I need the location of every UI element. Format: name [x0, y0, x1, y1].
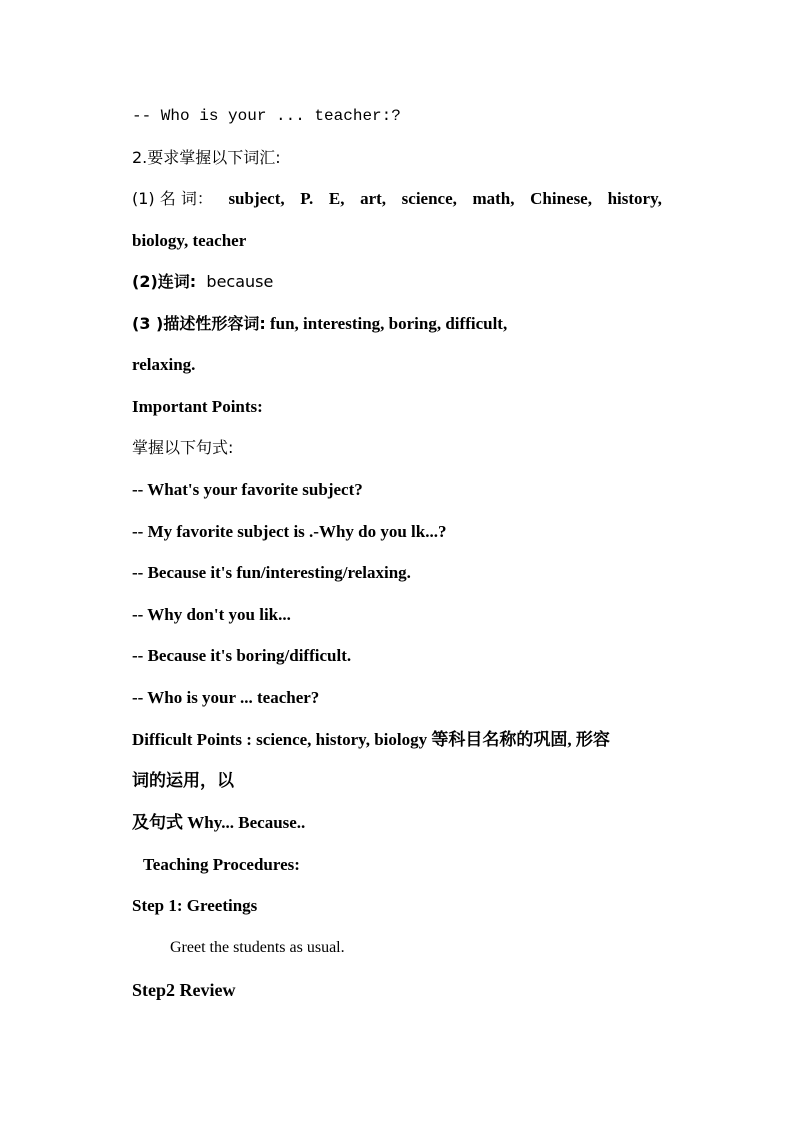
- pattern-line: -- My favorite subject is .-Why do you lk...?: [132, 522, 447, 541]
- noun-word: subject,: [228, 189, 285, 208]
- difficult-points-continuation: 词的运用，以: [132, 771, 234, 790]
- pattern-line: -- What's your favorite subject?: [132, 480, 363, 499]
- noun-word: Chinese,: [530, 189, 592, 208]
- teaching-procedures-heading: Teaching Procedures:: [143, 855, 300, 874]
- conjunction-word: because: [206, 272, 274, 291]
- noun-word: math,: [472, 189, 515, 208]
- noun-word: history,: [607, 189, 662, 208]
- adjectives-list: fun, interesting, boring, difficult,: [269, 314, 508, 333]
- pattern-line: -- Why don't you lik...: [132, 605, 291, 624]
- vocabulary-heading: 2.要求掌握以下词汇:: [132, 148, 281, 167]
- noun-word: science,: [401, 189, 457, 208]
- difficult-points-continuation-2: 及句式 Why... Because..: [132, 813, 306, 832]
- pattern-line: -- Because it's fun/interesting/relaxing.: [132, 563, 411, 582]
- noun-word: art,: [360, 189, 387, 208]
- important-points-heading: Important Points:: [132, 397, 263, 416]
- conjunction-line: [132, 271, 273, 293]
- sentence-patterns-heading: 掌握以下句式:: [132, 438, 234, 457]
- noun-word: E,: [328, 189, 345, 208]
- adjectives-line: [132, 313, 507, 335]
- conjunction-label: (2)连词:: [132, 272, 197, 291]
- pattern-line: -- Because it's boring/difficult.: [132, 646, 352, 665]
- adjectives-label: (3 )描述性形容词:: [132, 314, 266, 333]
- nouns-label: (1) 名 词：: [132, 189, 213, 208]
- adjectives-continuation: relaxing.: [132, 355, 196, 374]
- pattern-line: -- Who is your ... teacher?: [132, 688, 320, 707]
- difficult-points-line: Difficult Points : science, history, biology 等科目名称的巩固, 形容: [132, 730, 610, 749]
- question-line-who-teacher: -- Who is your ... teacher:?: [132, 107, 401, 125]
- step-1-text: Greet the students as usual.: [170, 939, 345, 956]
- noun-word: P.: [300, 189, 314, 208]
- step-1-heading: Step 1: Greetings: [132, 896, 258, 915]
- step-2-heading: Step2 Review: [132, 980, 236, 1000]
- nouns-line: [132, 188, 662, 210]
- nouns-continuation: biology, teacher: [132, 231, 247, 250]
